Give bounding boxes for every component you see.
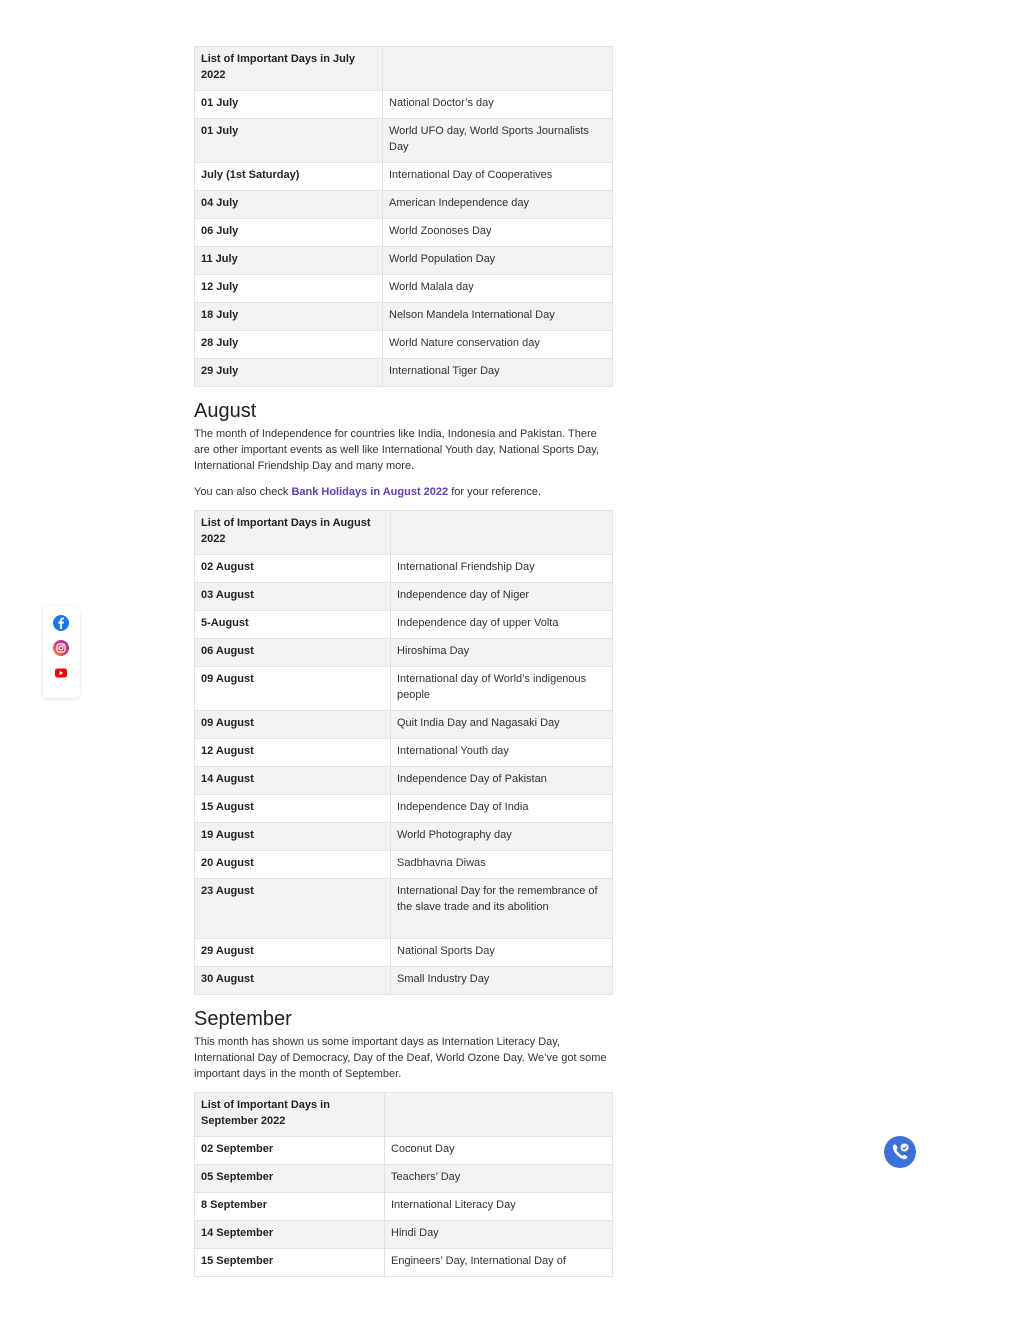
table-header-row bbox=[195, 511, 613, 555]
date-cell: 02 August bbox=[195, 555, 391, 583]
event-cell: Teachers’ Day bbox=[385, 1165, 613, 1193]
table-row bbox=[195, 611, 613, 639]
date-cell: 03 August bbox=[195, 583, 391, 611]
event-cell: Nelson Mandela International Day bbox=[383, 303, 613, 331]
date-cell: 19 August bbox=[195, 823, 391, 851]
bank-holidays-link[interactable]: Bank Holidays in August 2022 bbox=[291, 486, 449, 498]
table-row bbox=[195, 219, 613, 247]
event-cell: Hindi Day bbox=[385, 1221, 613, 1249]
august-intro: The month of Independence for countries like India, Indonesia and Pakistan. There are other important events as well like International Youth day, National Sports Day, International Friendship Day and many more. bbox=[194, 428, 599, 472]
date-cell: 18 July bbox=[195, 303, 383, 331]
article-content bbox=[194, 46, 613, 1277]
september-heading: September bbox=[194, 1008, 292, 1030]
table-header-empty bbox=[391, 511, 613, 555]
event-cell: International day of World’s indigenous people bbox=[391, 667, 613, 711]
date-cell: 12 July bbox=[195, 275, 383, 303]
table-row bbox=[195, 119, 613, 163]
event-cell: World Photography day bbox=[391, 823, 613, 851]
table-header-title: List of Important Days in September 2022 bbox=[195, 1093, 385, 1137]
date-cell: 14 September bbox=[195, 1221, 385, 1249]
event-cell: National Sports Day bbox=[391, 939, 613, 967]
event-cell: American Independence day bbox=[383, 191, 613, 219]
date-cell: 05 September bbox=[195, 1165, 385, 1193]
date-cell: 04 July bbox=[195, 191, 383, 219]
date-cell: 15 September bbox=[195, 1249, 385, 1277]
table-header-empty bbox=[383, 47, 613, 91]
table-header-row bbox=[195, 1093, 613, 1137]
table-row bbox=[195, 795, 613, 823]
phone-icon bbox=[884, 1136, 916, 1168]
table-row bbox=[195, 275, 613, 303]
august-reference bbox=[194, 484, 613, 500]
event-cell: International Day of Cooperatives bbox=[383, 163, 613, 191]
date-cell: 8 September bbox=[195, 1193, 385, 1221]
table-header-empty bbox=[385, 1093, 613, 1137]
event-cell: International Day for the remembrance of the slave trade and its abolition bbox=[391, 879, 613, 939]
august-days-table bbox=[194, 510, 613, 995]
date-cell: 5-August bbox=[195, 611, 391, 639]
date-cell: 30 August bbox=[195, 967, 391, 995]
date-cell: 14 August bbox=[195, 767, 391, 795]
table-row bbox=[195, 667, 613, 711]
event-cell: Hiroshima Day bbox=[391, 639, 613, 667]
date-cell: July (1st Saturday) bbox=[195, 163, 383, 191]
september-intro: This month has shown us some important days as Internation Literacy Day, International Day of Democracy, Day of the Deaf, World Ozone Day. We’ve got some important days in the month of September. bbox=[194, 1036, 607, 1080]
reference-prefix: You can also check bbox=[194, 486, 292, 498]
date-cell: 06 July bbox=[195, 219, 383, 247]
table-row bbox=[195, 1249, 613, 1277]
table-row bbox=[195, 359, 613, 387]
date-cell: 29 August bbox=[195, 939, 391, 967]
instagram-icon[interactable] bbox=[52, 639, 70, 657]
event-cell: Independence Day of Pakistan bbox=[391, 767, 613, 795]
event-cell: World UFO day, World Sports Journalists Day bbox=[383, 119, 613, 163]
event-cell: Quit India Day and Nagasaki Day bbox=[391, 711, 613, 739]
august-heading: August bbox=[194, 400, 257, 422]
event-cell: Small Industry Day bbox=[391, 967, 613, 995]
table-row bbox=[195, 851, 613, 879]
date-cell: 23 August bbox=[195, 879, 391, 939]
table-row bbox=[195, 1165, 613, 1193]
date-cell: 15 August bbox=[195, 795, 391, 823]
july-days-table bbox=[194, 46, 613, 387]
youtube-icon[interactable] bbox=[52, 664, 70, 682]
table-header-title: List of Important Days in August 2022 bbox=[195, 511, 391, 555]
table-row bbox=[195, 939, 613, 967]
date-cell: 06 August bbox=[195, 639, 391, 667]
date-cell: 12 August bbox=[195, 739, 391, 767]
table-row bbox=[195, 967, 613, 995]
september-days-table bbox=[194, 1092, 613, 1277]
table-row bbox=[195, 331, 613, 359]
event-cell: Independence day of upper Volta bbox=[391, 611, 613, 639]
call-button[interactable] bbox=[884, 1136, 916, 1168]
event-cell: Independence Day of India bbox=[391, 795, 613, 823]
table-row bbox=[195, 303, 613, 331]
table-row bbox=[195, 1137, 613, 1165]
date-cell: 20 August bbox=[195, 851, 391, 879]
event-cell: Engineers’ Day, International Day of bbox=[385, 1249, 613, 1277]
table-row bbox=[195, 823, 613, 851]
event-cell: International Tiger Day bbox=[383, 359, 613, 387]
event-cell: World Population Day bbox=[383, 247, 613, 275]
table-row bbox=[195, 191, 613, 219]
table-row bbox=[195, 163, 613, 191]
table-row bbox=[195, 91, 613, 119]
event-cell: International Friendship Day bbox=[391, 555, 613, 583]
social-share-bar bbox=[43, 606, 80, 698]
date-cell: 09 August bbox=[195, 711, 391, 739]
date-cell: 09 August bbox=[195, 667, 391, 711]
date-cell: 02 September bbox=[195, 1137, 385, 1165]
date-cell: 01 July bbox=[195, 91, 383, 119]
table-row bbox=[195, 1221, 613, 1249]
table-row bbox=[195, 247, 613, 275]
event-cell: International Literacy Day bbox=[385, 1193, 613, 1221]
facebook-icon[interactable] bbox=[52, 614, 70, 632]
event-cell: National Doctor’s day bbox=[383, 91, 613, 119]
table-row bbox=[195, 767, 613, 795]
date-cell: 11 July bbox=[195, 247, 383, 275]
event-cell: World Zoonoses Day bbox=[383, 219, 613, 247]
table-row bbox=[195, 711, 613, 739]
event-cell: World Nature conservation day bbox=[383, 331, 613, 359]
date-cell: 01 July bbox=[195, 119, 383, 163]
table-row bbox=[195, 639, 613, 667]
date-cell: 29 July bbox=[195, 359, 383, 387]
table-row bbox=[195, 739, 613, 767]
event-cell: World Malala day bbox=[383, 275, 613, 303]
table-row bbox=[195, 879, 613, 939]
table-row bbox=[195, 1193, 613, 1221]
table-row bbox=[195, 555, 613, 583]
reference-suffix: for your reference. bbox=[448, 486, 542, 498]
date-cell: 28 July bbox=[195, 331, 383, 359]
event-cell: Sadbhavna Diwas bbox=[391, 851, 613, 879]
event-cell: Coconut Day bbox=[385, 1137, 613, 1165]
event-cell: International Youth day bbox=[391, 739, 613, 767]
table-row bbox=[195, 583, 613, 611]
event-cell: Independence day of Niger bbox=[391, 583, 613, 611]
table-header-title: List of Important Days in July 2022 bbox=[195, 47, 383, 91]
table-header-row bbox=[195, 47, 613, 91]
